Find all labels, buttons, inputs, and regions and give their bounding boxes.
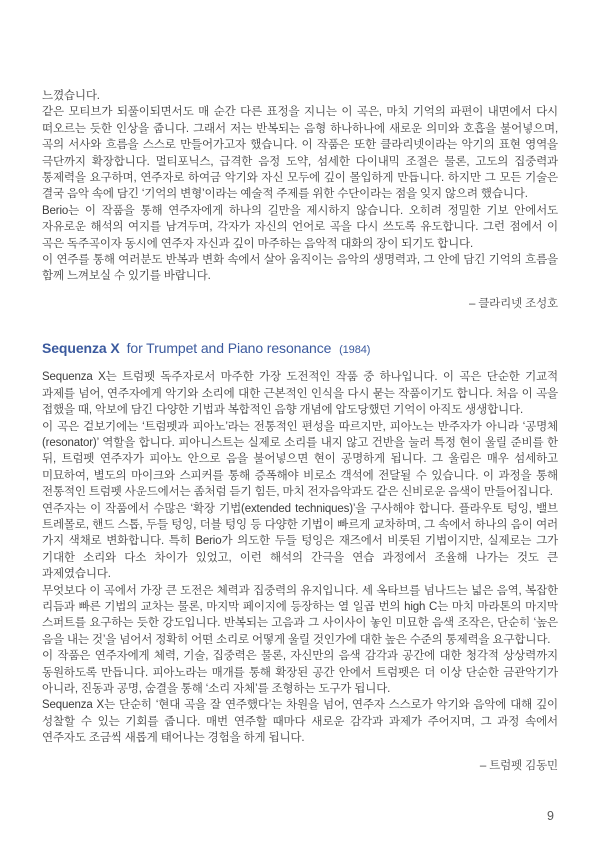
note-paragraph: 이 연주를 통해 여러분도 반복과 변화 속에서 살아 움직이는 음악의 생명력과, 그 안에 담긴 기억의 흐름을 함께 느껴보실 수 있기를 바랍니다.: [42, 254, 558, 283]
note-paragraph: 무엇보다 이 곡에서 가장 큰 도전은 체력과 집중력의 유지입니다. 세 옥타브를 넘나드는 넓은 음역, 복잡한 리듬과 빠른 기법의 교차는 물론, 마지막 페이지에 등장하는 열 일곱 번의 high C는 마치 마라톤의 마지막 스퍼트를 요구하는 듯한 강도입니다. 반복되는 고음과 그 사이사이 놓인 미묘한 음색 조작은, 단순히 ‘높은 음을 내는 것’을 넘어서 정확히 어떤 소리로 어떻게 울릴 것인가에 대한 높은 수준의 통제력을 요구합니다.: [42, 584, 558, 646]
section-title-year: (1984): [339, 344, 371, 357]
clarinet-signature: – 클라리넷 조성호: [468, 297, 558, 310]
page-number: 9: [547, 809, 554, 823]
trumpet-note: [42, 369, 558, 774]
note-paragraph: Berio는 이 작품을 통해 연주자에게 하나의 길만을 제시하지 않습니다. 오히려 정밀한 기보 안에서도 자유로운 해석의 여지를 남겨두며, 각자가 자신의 언어로 곡을 다시 쓰도록 유도합니다. 그런 점에서 이 곡은 독주곡이자 동시에 연주자 자신과 깊이 마주하는 음악적 대화의 장이 되기도 합니다.: [42, 204, 558, 250]
note-paragraph: 이 곡은 겉보기에는 ‘트럼펫과 피아노’라는 전통적인 편성을 따르지만, 피아노는 반주자가 아니라 ‘공명체(resonator)’ 역할을 합니다. 피아니스트는 실제로 소리를 내지 않고 건반을 눌러 특정 현이 울릴 준비를 한 뒤, 트럼펫 연주자가 피아노 안으로 음을 불어넣으면 현이 공명하게 됩니다. 그 울림은 매우 섬세하고 미묘하여, 별도의 마이크와 스피커를 통해 증폭해야 비로소 객석에 전달될 수 있습니다. 이 과정을 통해 전통적인 트럼펫 사운드에서는 좀처럼 듣기 힘든, 마치 전자음악과도 같은 신비로운 음색이 만들어집니다.: [42, 420, 558, 499]
note-paragraph: Sequenza X는 단순히 ‘현대 곡을 잘 연주했다’는 차원을 넘어, 연주자 스스로가 악기와 음악에 대해 깊이 성찰할 수 있는 기회를 줍니다. 매번 연주할 때마다 새로운 감각과 과제가 주어지며, 그 과정 속에서 연주자도 조금씩 새롭게 태어나는 경험을 하게 됩니다.: [42, 699, 558, 745]
section-title-sub: for Trumpet and Piano resonance: [126, 340, 332, 357]
section-title-main: Sequenza X: [42, 340, 120, 357]
note-paragraph: 연주자는 이 작품에서 수많은 ‘확장 기법(extended techniques)’을 구사해야 합니다. 플라우토 텅잉, 밸브 트레몰로, 핸드 스톱, 두들 텅잉, 더블 텅잉 등 다양한 기법이 빠르게 교차하며, 그 속에서 하나의 음이 여러 가지 색채로 변화합니다. 특히 Berio가 의도한 두들 텅잉은 재즈에서 비롯된 기법이지만, 실제로는 그가 기대한 소리와 다소 차이가 있었고, 이런 해석의 간극을 연습 과정에서 조율해 나가는 것도 큰 과제였습니다.: [42, 502, 558, 581]
section-title: [42, 339, 558, 360]
note-paragraph: 같은 모티브가 되풀이되면서도 매 순간 다른 표정을 지니는 이 곡은, 마치 기억의 파편이 내면에서 다시 떠오르는 듯한 인상을 줍니다. 그래서 저는 반복되는 음형 하나하나에 새로운 의미와 호흡을 불어넣으며, 곡의 서사와 흐름을 스스로 만들어가고자 했습니다. 이 작품은 또한 클라리넷이라는 악기의 표현 영역을 극단까지 확장합니다. 멀티포닉스, 급격한 음정 도약, 섬세한 다이내믹 조절은 물론, 고도의 집중력과 통제력을 요구하며, 연주자로 하여금 악기와 자신 모두에 깊이 몰입하게 만듭니다. 하지만 그 모든 기술은 결국 음악 속에 담긴 ‘기억의 변형’이라는 예술적 주제를 위한 수단이라는 점을 잊지 않으려 했습니다.: [42, 106, 558, 201]
note-paragraph: 느꼈습니다.: [42, 90, 100, 102]
note-paragraph: Sequenza X는 트럼펫 독주자로서 마주한 가장 도전적인 작품 중 하나입니다. 이 곡은 단순한 기교적 과제를 넘어, 연주자에게 악기와 소리에 대한 근본적인 인식을 다시 묻는 작품이기도 합니다. 처음 이 곡을 접했을 때, 악보에 담긴 다양한 기법과 복합적인 음향 개념에 압도당했던 기억이 아직도 생생합니다.: [42, 371, 558, 417]
clarinet-note: [42, 88, 558, 312]
note-paragraph: 이 작품은 연주자에게 체력, 기술, 집중력은 물론, 자신만의 음색 감각과 공간에 대한 청각적 상상력까지 동원하도록 만듭니다. 피아노라는 매개를 통해 확장된 공간 안에서 트럼펫은 더 이상 단순한 금관악기가 아니라, 진동과 공명, 숨결을 통해 ‘소리 자체’를 조형하는 도구가 됩니다.: [42, 650, 558, 695]
trumpet-signature: – 트럼펫 김동민: [479, 759, 558, 772]
